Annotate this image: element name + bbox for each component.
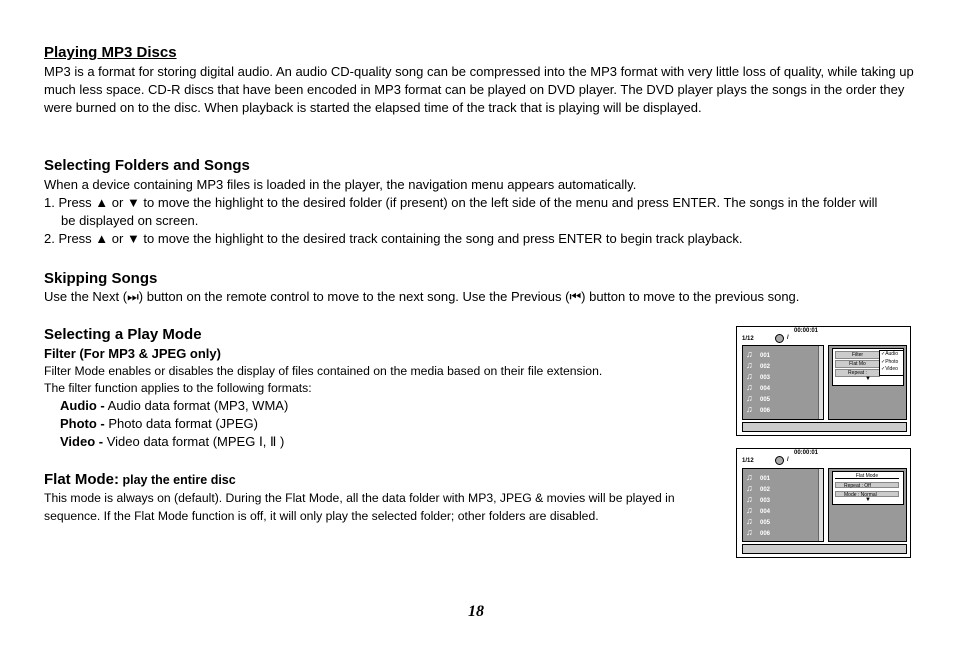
filter-menu [832, 348, 904, 386]
filter-options [879, 350, 904, 376]
list-item[interactable]: ♫ 004 [746, 382, 771, 392]
music-note-icon: ♫ [746, 494, 753, 504]
filter-body1: Filter Mode enables or disables the display of files contained on the media based on their file extension. [44, 364, 603, 378]
disc-icon [775, 334, 784, 343]
flat-mode-screen [736, 448, 911, 558]
filter-body2: The filter function applies to the following formats: [44, 381, 312, 395]
down-arrow-icon: ▼ [865, 497, 871, 503]
music-note-icon: ♫ [746, 527, 753, 537]
music-note-icon: ♫ [746, 505, 753, 515]
menu-item-repeat[interactable]: Repeat : Off [835, 482, 899, 488]
folder-path: / [787, 335, 789, 341]
track-list[interactable] [742, 468, 824, 542]
format-photo: Photo - Photo data format (JPEG) [60, 416, 258, 431]
music-note-icon: ♫ [746, 360, 753, 370]
menu-item-flat-mode[interactable]: Flat Mo [835, 360, 880, 368]
list-scrollbar[interactable] [818, 469, 823, 541]
mp3-heading: Playing MP3 Discs [44, 44, 177, 61]
flat-body: This mode is always on (default). During the Flat Mode, all the data folder with MP3, JPEG & movies will be played in sequence. If the Flat Mode function is off, it will only play the selected folder; other folders are disabled. [44, 491, 675, 523]
music-note-icon: ♫ [746, 404, 753, 414]
filter-screen [736, 326, 911, 436]
music-note-icon: ♫ [746, 516, 753, 526]
settings-panel [828, 468, 907, 542]
track-counter: 1/12 [742, 336, 754, 342]
option-audio[interactable]: ✓Audio [881, 351, 898, 357]
music-note-icon: ♫ [746, 371, 753, 381]
folder-path: / [787, 457, 789, 463]
music-note-icon: ♫ [746, 472, 753, 482]
list-item[interactable]: ♫ 001 [746, 349, 771, 359]
menu-item-mode[interactable]: Mode : Normal [835, 491, 899, 497]
flat-heading: Flat Mode: play the entire disc [44, 471, 236, 488]
elapsed-time: 00:00:01 [794, 450, 819, 456]
list-item[interactable]: ♫ 002 [746, 360, 771, 370]
page-number: 18 [468, 603, 484, 620]
option-photo[interactable]: ✓Photo [881, 358, 899, 365]
format-video: Video - Video data format (MPEG Ⅰ, Ⅱ ) [60, 434, 285, 449]
list-item[interactable]: ♫ 002 [746, 483, 771, 493]
track-counter: 1/12 [742, 458, 754, 464]
list-item[interactable]: ♫ 005 [746, 516, 771, 526]
playmode-heading: Selecting a Play Mode [44, 326, 202, 343]
disc-icon [775, 456, 784, 465]
folders-step1: 1. Press ▲ or ▼ to move the highlight to the desired folder (if present) on the left side of the menu and press ENTER. The songs in the folder will [44, 195, 878, 210]
status-bar [742, 544, 907, 554]
menu-item-repeat[interactable]: Repeat : [835, 369, 880, 377]
settings-panel [828, 345, 907, 420]
track-list[interactable] [742, 345, 824, 420]
list-item[interactable]: ♫ 005 [746, 393, 771, 403]
menu-title: Flat Mode [835, 473, 899, 479]
mp3-body: MP3 is a format for storing digital audio. An audio CD-quality song can be compressed into the MP3 format with very little loss of quality, while taking up much less space. CD-R discs that have been encoded in MP3 format can be played on DVD player. The DVD player plays the songs in the order they were burned on to the disc. When playback is started the elapsed time of the track that is playing will be displayed. [44, 64, 914, 116]
down-arrow-icon: ▼ [865, 376, 871, 382]
folders-intro: When a device containing MP3 files is loaded in the player, the navigation menu appears automatically. [44, 177, 637, 192]
music-note-icon: ♫ [746, 393, 753, 403]
list-item[interactable]: ♫ 006 [746, 527, 771, 537]
filter-heading: Filter (For MP3 & JPEG only) [44, 346, 221, 361]
folders-step2: 2. Press ▲ or ▼ to move the highlight to the desired track containing the song and press ENTER to begin track playback. [44, 231, 743, 246]
flat-mode-menu [832, 471, 904, 505]
folders-step1b: be displayed on screen. [61, 213, 199, 228]
list-scrollbar[interactable] [818, 346, 823, 419]
list-item[interactable]: ♫ 006 [746, 404, 771, 414]
format-audio: Audio - Audio data format (MP3, WMA) [60, 398, 289, 413]
music-note-icon: ♫ [746, 483, 753, 493]
music-note-icon: ♫ [746, 349, 753, 359]
menu-item-filter[interactable]: Filter [835, 351, 880, 359]
music-note-icon: ♫ [746, 382, 753, 392]
elapsed-time: 00:00:01 [794, 328, 819, 334]
list-item[interactable]: ♫ 003 [746, 494, 771, 504]
list-item[interactable]: ♫ 004 [746, 505, 771, 515]
folders-heading: Selecting Folders and Songs [44, 157, 250, 174]
list-item[interactable]: ♫ 001 [746, 472, 771, 482]
skipping-heading: Skipping Songs [44, 270, 158, 287]
list-item[interactable]: ♫ 003 [746, 371, 771, 381]
option-video[interactable]: ✓Video [881, 366, 898, 372]
skipping-body: Use the Next (⏭) button on the remote control to move to the next song. Use the Previous (⏮) button to move to the previous song. [44, 289, 800, 304]
status-bar [742, 422, 907, 432]
